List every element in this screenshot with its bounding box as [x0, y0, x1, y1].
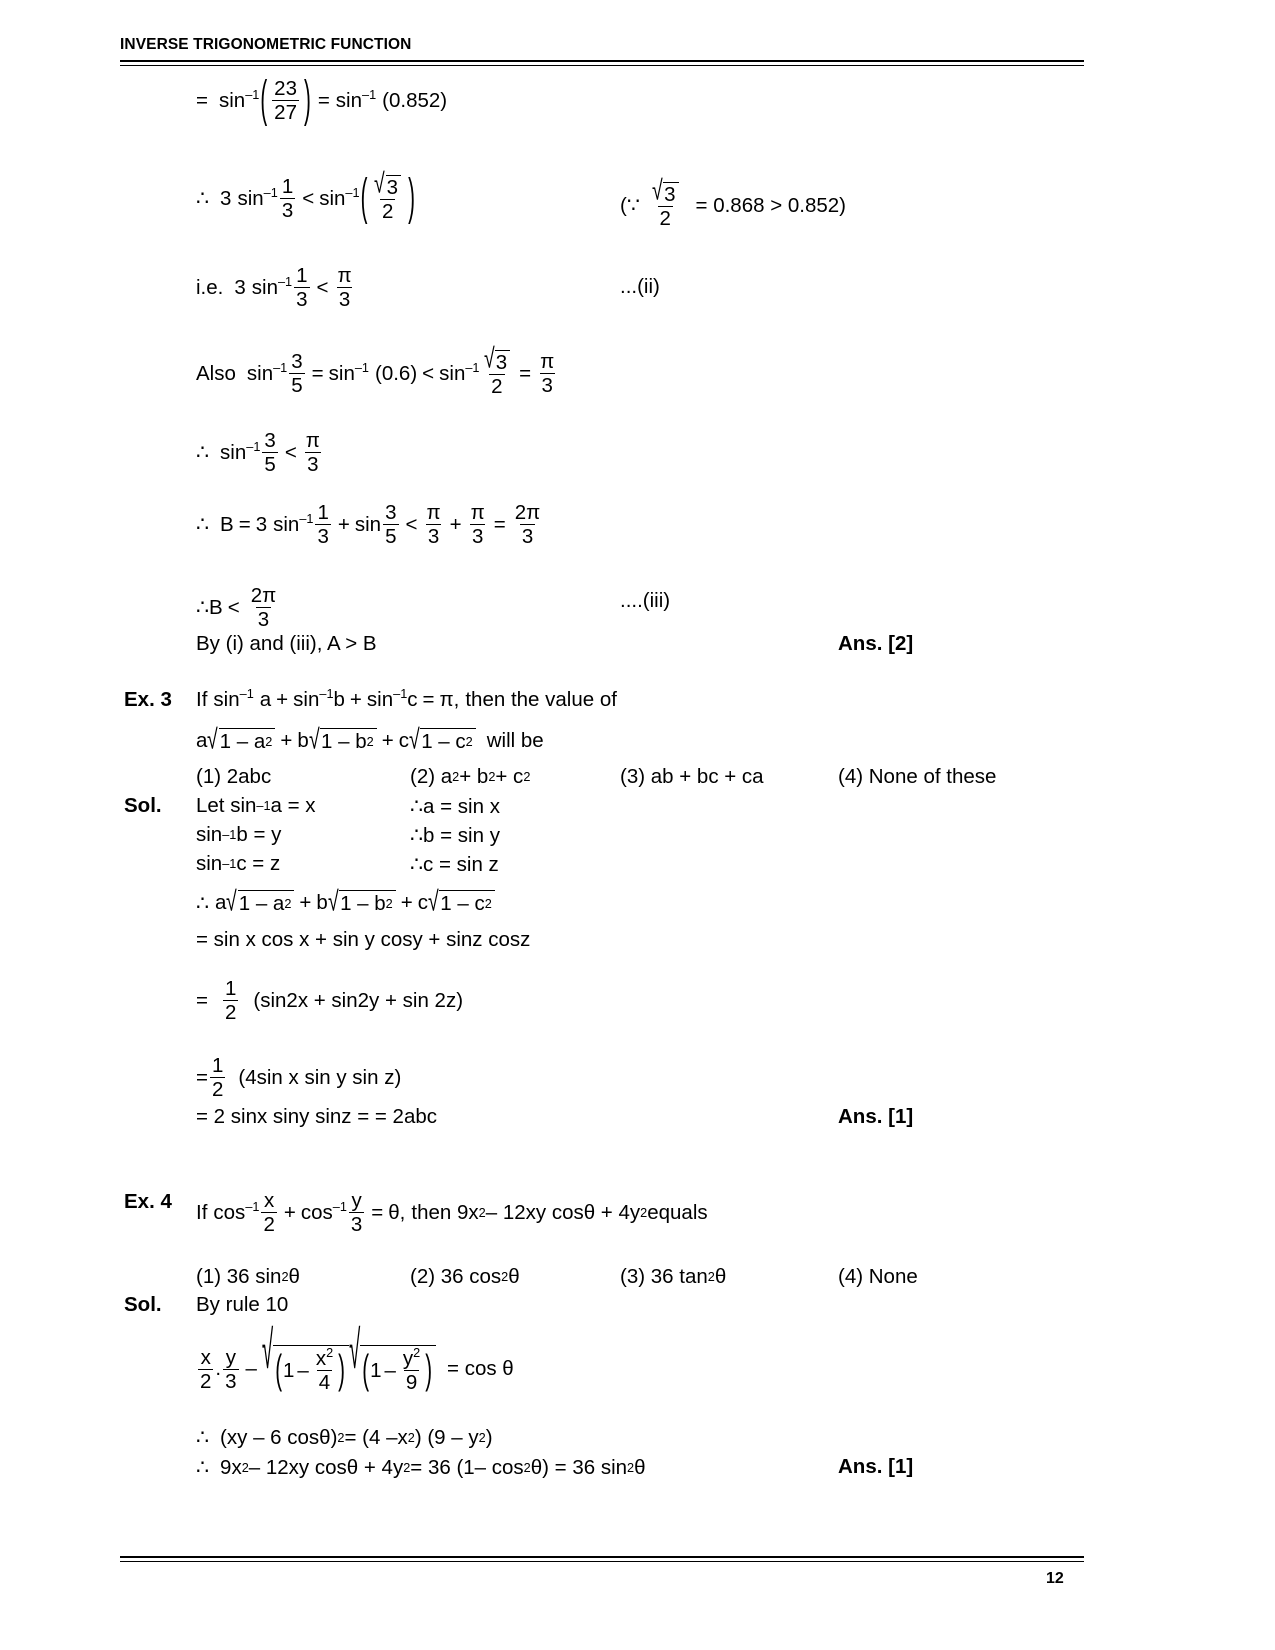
paren-open-icon: (	[362, 1346, 370, 1393]
theta-symbol: θ,	[388, 1200, 406, 1224]
equation-line-7	[196, 585, 282, 631]
fraction-x-2: $\frac{x}{2}$	[263, 1189, 275, 1237]
plus-sign: +	[337, 512, 350, 536]
var-a: a	[259, 688, 272, 711]
fraction-3-5: $\frac{3}{5}$	[291, 350, 303, 398]
example-4-result-2: ∴ 9x 2 – 12xy cosθ + 4y 2 = 36 (1– cos 2 θ) = 36 sin 2 θ	[196, 1455, 646, 1479]
sin-inverse: $\sin^{-1}$	[213, 686, 254, 711]
paren-close-icon: )	[338, 1346, 345, 1393]
solution-3-label: Sol.	[124, 794, 162, 817]
big-parenthesis-group	[259, 71, 311, 128]
eq-sign: =	[238, 512, 251, 536]
sin-inverse: $\sin^{-1}$	[220, 438, 261, 464]
minus-sign: –	[245, 1357, 257, 1381]
note-paren-open: (	[620, 193, 627, 217]
fraction-sqrt3-2-note: √ 3 2	[650, 182, 681, 230]
therefore-symbol: ∴	[196, 596, 210, 620]
radical-1-minus-y2-over-9: √ ( 1 – $\frac{y^2}{9}$ )	[349, 1345, 436, 1394]
coef-c: c	[398, 729, 409, 752]
eq-sign-2: =	[519, 361, 532, 385]
equation-line-5	[196, 430, 324, 476]
option-3[interactable]: (3) ab + bc + ca	[620, 765, 764, 788]
fraction-1-3: $\frac{1}{3}$	[317, 501, 329, 549]
footer-divider	[120, 1556, 1084, 1562]
paren-open-icon: (	[360, 169, 368, 226]
example-4-main-equation	[196, 1321, 514, 1395]
also-prefix: Also	[196, 361, 236, 385]
sol-line-1-left: Let sin –1 a = x	[196, 794, 316, 817]
sol-line-2-left: sin –1 b = y	[196, 823, 282, 846]
sin-inverse: $\sin^{-1}$	[218, 86, 260, 112]
fraction-x2-4: $\frac{x^2}{4}$	[315, 1345, 334, 1395]
eq-sign-2: =	[493, 512, 506, 536]
pi-symbol: π,	[439, 688, 460, 711]
therefore-symbol: ∴	[196, 441, 210, 465]
coefficient-3: 3	[255, 512, 268, 536]
eq-sign: =	[196, 988, 208, 1012]
less-than: <	[302, 186, 315, 210]
therefore-symbol: ∴	[196, 891, 210, 915]
radical-1-minus-c2: √ 1 – c 2	[428, 890, 495, 916]
cos-inverse-2: $\cos^{-1}$	[300, 1198, 347, 1224]
radical-1-minus-b2: √ 1 – b 2	[309, 728, 377, 754]
radical-1-minus-x2-over-4: √ ( 1 – $\frac{x^2}{4}$ )	[262, 1345, 349, 1394]
variable-B: B	[220, 512, 234, 536]
fraction-23-27: $\frac{23}{27}$	[274, 77, 297, 125]
value-0852: (0.852)	[382, 88, 448, 112]
half-body-1: (sin2x + sin2y + sin 2z)	[253, 988, 464, 1012]
equation-ref-ii: ...(ii)	[620, 275, 660, 298]
eq-sign: =	[422, 688, 435, 711]
header-divider	[120, 60, 1084, 66]
cos-inverse: $\cos^{-1}$	[213, 1198, 260, 1224]
sol-rule-text: By rule 10	[196, 1293, 289, 1316]
equation-line-1	[196, 71, 448, 128]
fraction-x-2: $\frac{x}{2}$	[200, 1345, 212, 1393]
radical-icon: √ 3	[374, 175, 401, 198]
example-4-result-1: ∴ (xy – 6 cosθ) 2 = (4 –x 2 ) (9 – y 2 )	[196, 1425, 493, 1449]
fraction-1-3: $\frac{1}{3}$	[281, 175, 294, 223]
paren-close-icon: )	[408, 169, 415, 226]
solution-4-label: Sol.	[124, 1293, 162, 1316]
ie-prefix: i.e.	[196, 275, 224, 299]
var-b: b	[333, 688, 345, 711]
option-1[interactable]: (1) 36 sin 2 θ	[196, 1265, 300, 1288]
therefore-symbol: ∴	[196, 187, 210, 211]
equation-line-2	[196, 167, 416, 226]
will-be-text: will be	[486, 729, 544, 752]
plus-sign: +	[283, 1200, 296, 1224]
option-4[interactable]: (4) None of these	[838, 765, 997, 788]
radical-1-minus-a2: √ 1 – a 2	[226, 890, 294, 916]
sin-inverse-2: $\sin^{-1}$	[293, 686, 334, 711]
radical-icon: √ 3	[652, 182, 679, 205]
answer-ex2: Ans. [2]	[838, 632, 914, 655]
eq-sign: =	[196, 88, 208, 112]
fraction-3-5: $\frac{3}{5}$	[264, 429, 276, 477]
less-than: <	[284, 440, 297, 464]
equation-line-2-note	[620, 174, 847, 231]
value-06: (0.6)	[375, 361, 418, 385]
therefore-symbol: ∴	[410, 824, 424, 847]
eq-sign-2: =	[317, 88, 330, 112]
if-word: If	[196, 688, 208, 711]
radical-1-minus-c2: √ 1 – c 2	[409, 728, 476, 754]
therefore-symbol: ∴	[196, 1426, 210, 1449]
note-body: = 0.868 > 0.852)	[695, 193, 847, 217]
because-symbol: ∵	[626, 194, 640, 218]
equation-ref-iii: ....(iii)	[620, 589, 671, 612]
sin-inverse: $\sin^{-1}$	[251, 273, 293, 299]
equation-line-4	[196, 342, 558, 399]
coefficient-3: 3	[234, 275, 246, 299]
var-c: c	[407, 688, 418, 711]
sol-line-2-right: ∴ b = sin y	[410, 823, 500, 847]
sin-inverse-2: $\sin^{-1}$	[328, 359, 369, 385]
less-than: <	[422, 361, 435, 385]
sol-line-3-right: ∴ c = sin z	[410, 852, 499, 876]
page-number: 12	[1046, 1570, 1064, 1587]
therefore-symbol: ∴	[196, 1456, 210, 1479]
coef-a: a	[196, 729, 208, 752]
sin-function: sin	[354, 512, 382, 536]
option-1[interactable]: (1) 2abc	[196, 765, 272, 788]
paren-group-y: ( 1 – $\frac{y^2}{9}$ )	[362, 1345, 433, 1395]
fraction-sqrt3-2: √ 3 2	[372, 175, 403, 223]
less-than: <	[316, 275, 329, 299]
fraction-sqrt3-2: √ 3 2	[482, 350, 513, 398]
statement-tail: then the value of	[465, 688, 617, 711]
answer-ex3: Ans. [1]	[838, 1105, 914, 1128]
sin-inverse-2: $\sin^{-1}$	[335, 86, 377, 112]
example-4-statement: If $\cos^{-1}$ $\frac{x}{2}$ + $\cos^{-1}$ $\frac{y}{3}$ = θ, then 9x 2 – 12xy cosθ + 4y 2 equals	[196, 1189, 708, 1237]
page-header-title: INVERSE TRIGONOMETRIC FUNCTION	[120, 36, 412, 53]
eq-sign: =	[196, 1065, 208, 1089]
option-3[interactable]: (3) 36 tan 2 θ	[620, 1265, 727, 1288]
sin-inverse: $\sin^{-1}$	[273, 510, 314, 536]
coef-b: b	[297, 729, 309, 752]
sol-final-line: = 2 sinx siny sinz = = 2abc	[196, 1105, 438, 1128]
example-4-label: Ex. 4	[124, 1190, 172, 1213]
paren-close-icon: )	[303, 71, 311, 128]
radical-1-minus-a2: √ 1 – a 2	[207, 728, 275, 754]
sol-line-3-left: sin –1 c = z	[196, 852, 281, 875]
fraction-y-3: $\frac{y}{3}$	[350, 1189, 363, 1237]
plus-1: +	[276, 688, 289, 711]
plus-sign-2: +	[449, 512, 462, 536]
fraction-2pi-3: $\frac{2\pi}{3}$	[514, 501, 541, 549]
sol-half-line-2	[196, 1055, 401, 1101]
coefficient-3: 3	[220, 186, 232, 210]
fraction-2pi-3: $\frac{2\pi}{3}$	[250, 584, 277, 632]
if-word: If	[196, 1200, 208, 1224]
example-3-label: Ex. 3	[124, 688, 172, 711]
radical-icon: √ 3	[484, 350, 511, 373]
plus-1: +	[280, 729, 293, 752]
fraction-3-5: $\frac{3}{5}$	[385, 501, 397, 549]
fraction-pi-3: $\frac{\pi}{3}$	[305, 429, 320, 477]
fraction-1-3: $\frac{1}{3}$	[296, 264, 308, 312]
sol-half-line-1	[196, 978, 463, 1024]
therefore-symbol: ∴	[196, 513, 210, 537]
paren-open-icon: (	[275, 1346, 283, 1393]
eq-sign: =	[311, 361, 324, 385]
multiply-dot: .	[215, 1357, 222, 1381]
variable-B: B	[209, 595, 223, 619]
sin-inverse-3: $\sin^{-1}$	[366, 686, 408, 711]
plus-2: +	[349, 688, 362, 711]
option-4[interactable]: (4) None	[838, 1265, 918, 1288]
fraction-y-3: $\frac{y}{3}$	[225, 1345, 237, 1393]
fraction-1-2: $\frac{1}{2}$	[224, 977, 237, 1025]
equation-line-6	[196, 502, 544, 548]
equation-line-3	[196, 265, 356, 311]
sol-expand-line: = sin x cos x + sin y cosy + sinz cosz	[196, 928, 531, 951]
plus-2: +	[381, 729, 394, 752]
radical-1-minus-b2: √ 1 – b 2	[328, 890, 396, 916]
sin-inverse-2: $\sin^{-1}$	[319, 184, 360, 210]
therefore-symbol: ∴	[410, 795, 424, 818]
fraction-pi-3-a: $\frac{\pi}{3}$	[426, 501, 441, 549]
option-2[interactable]: (2) 36 cos 2 θ	[410, 1265, 520, 1288]
sol-line-1-right: ∴ a = sin x	[410, 794, 500, 818]
fraction-y2-9: $\frac{y^2}{9}$	[402, 1345, 421, 1395]
paren-group-x: ( 1 – $\frac{x^2}{4}$ )	[275, 1345, 345, 1395]
sin-inverse: $\sin^{-1}$	[237, 184, 278, 210]
answer-ex4: Ans. [1]	[838, 1455, 914, 1478]
sin-inverse-3: $\sin^{-1}$	[439, 359, 480, 385]
fraction-1-2: $\frac{1}{2}$	[211, 1054, 224, 1102]
example-3-expression	[196, 723, 544, 755]
paren-open-icon: (	[260, 71, 268, 128]
therefore-symbol: ∴	[410, 853, 424, 876]
paren-close-icon: )	[425, 1346, 433, 1393]
fraction-pi-3: $\frac{\pi}{3}$	[337, 264, 352, 312]
example-3-statement	[196, 688, 617, 712]
conclusion-line: By (i) and (iii), A > B	[196, 632, 377, 655]
eq-sign: =	[371, 1200, 384, 1224]
sin-inverse: $\sin^{-1}$	[246, 359, 288, 385]
option-2[interactable]: (2) a 2 + b 2 + c 2	[410, 765, 531, 788]
big-parenthesis-group-2	[360, 167, 416, 226]
fraction-pi-3-b: $\frac{\pi}{3}$	[470, 501, 485, 549]
equals-cos-theta: = cos θ	[447, 1357, 514, 1381]
fraction-pi-3: $\frac{\pi}{3}$	[540, 350, 555, 398]
half-body-2: (4sin x sin y sin z)	[238, 1065, 402, 1089]
sol-expression-repeat: ∴ a √ 1 – a 2 + b √ 1 – b 2 + c √ 1 – c 2	[196, 890, 495, 916]
less-than: <	[405, 512, 418, 536]
less-than: <	[227, 595, 240, 619]
